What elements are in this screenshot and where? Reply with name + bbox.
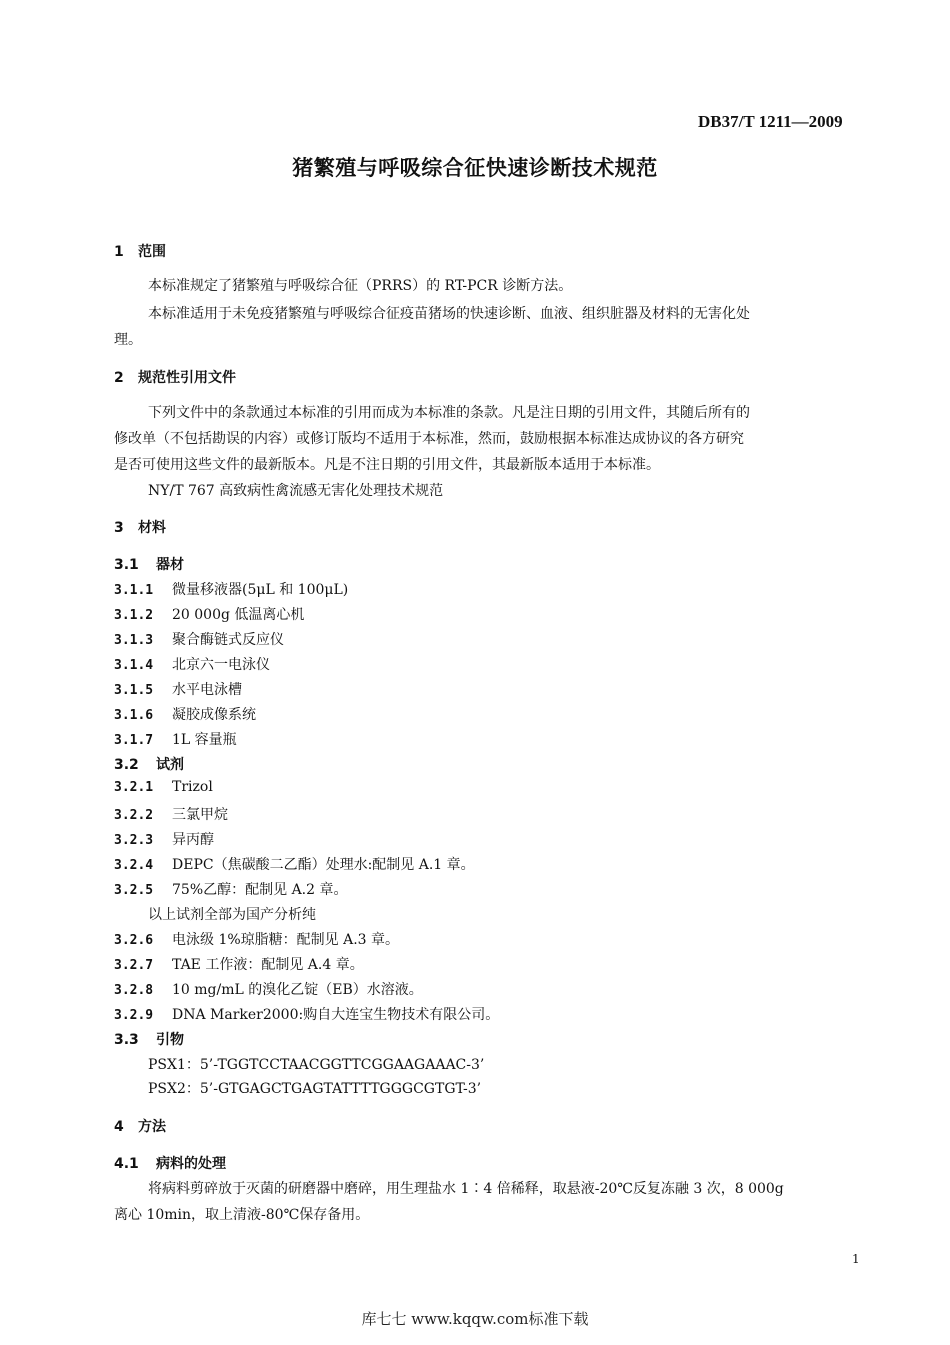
section-4-heading: [114, 1116, 166, 1136]
item-number: 3.2.3: [114, 833, 154, 848]
item-text: 20 000g 低温离心机: [172, 607, 305, 623]
item-text: 水平电泳槽: [172, 682, 242, 698]
item-number: 3.1.6: [114, 708, 154, 723]
item-number: 3.2.5: [114, 883, 154, 898]
list-item: [114, 679, 242, 699]
subsection-title: 病料的处理: [156, 1156, 226, 1172]
item-number: 3.1.1: [114, 583, 154, 598]
section-1-heading: [114, 241, 166, 261]
item-text: 凝胶成像系统: [172, 707, 256, 723]
page-number: 1: [852, 1252, 860, 1266]
item-text: DNA Marker2000:购自大连宝生物技术有限公司。: [172, 1007, 500, 1023]
item-number: 3.2.6: [114, 933, 154, 948]
item-text: 三氯甲烷: [172, 807, 228, 823]
paragraph-continuation: 是否可使用这些文件的最新版本。凡是不注日期的引用文件，其最新版本适用于本标准。: [114, 457, 660, 473]
list-item: [114, 779, 213, 795]
item-text: Trizol: [172, 779, 213, 795]
section-number: 4: [114, 1119, 124, 1135]
item-number: 3.1.5: [114, 683, 154, 698]
list-item: [114, 704, 256, 724]
subsection-number: 3.2: [114, 757, 139, 773]
download-footer: 库七七 www.kqqw.com标准下载: [361, 1310, 589, 1328]
subsection-3-1-heading: [114, 554, 184, 574]
list-item: [114, 829, 214, 849]
subsection-number: 3.3: [114, 1032, 139, 1048]
paragraph-continuation: 修改单（不包括勘误的内容）或修订版均不适用于本标准，然而，鼓励根据本标准达成协议的各方研究: [114, 431, 744, 447]
item-number: 3.2.2: [114, 808, 154, 823]
section-number: 2: [114, 370, 124, 386]
section-number: 3: [114, 520, 124, 536]
list-item: [114, 979, 423, 999]
list-item: [114, 879, 348, 899]
item-number: 3.1.2: [114, 608, 154, 623]
item-number: 3.2.1: [114, 780, 154, 795]
item-text: 聚合酶链式反应仪: [172, 632, 284, 648]
section-2-heading: [114, 367, 236, 387]
list-item: [114, 954, 364, 974]
standard-code: DB37/T 1211—2009: [698, 112, 843, 131]
paragraph: 下列文件中的条款通过本标准的引用而成为本标准的条款。凡是注日期的引用文件，其随后所有的: [148, 405, 750, 421]
subsection-title: 引物: [156, 1032, 184, 1048]
item-text: 北京六一电泳仪: [172, 657, 270, 673]
list-item: [114, 604, 304, 624]
item-text: 1L 容量瓶: [172, 732, 237, 748]
primer-psx2: PSX2：5’-GTGAGCTGAGTATTTTGGGCGTGT-3’: [148, 1081, 482, 1097]
subsection-number: 4.1: [114, 1156, 139, 1172]
item-number: 3.2.8: [114, 983, 154, 998]
item-text: TAE 工作液：配制见 A.4 章。: [172, 957, 364, 973]
item-text: 微量移液器(5μL 和 100μL): [172, 582, 349, 598]
item-number: 3.2.9: [114, 1008, 154, 1023]
item-number: 3.1.7: [114, 733, 154, 748]
section-title: 范围: [138, 244, 166, 260]
paragraph: 将病料剪碎放于灭菌的研磨器中磨碎，用生理盐水 1∶4 倍稀释，取悬液-20℃反复冻融 3 次，8 000g: [148, 1181, 784, 1197]
list-item: [114, 729, 237, 749]
subsection-3-2-heading: [114, 754, 184, 774]
item-number: 3.1.3: [114, 633, 154, 648]
item-text: 10 mg/mL 的溴化乙锭（EB）水溶液。: [172, 982, 423, 998]
section-title: 规范性引用文件: [138, 370, 236, 386]
list-item: [114, 854, 475, 874]
section-3-heading: [114, 517, 166, 537]
normative-reference: NY/T 767 高致病性禽流感无害化处理技术规范: [148, 483, 444, 499]
item-number: 3.2.4: [114, 858, 154, 873]
list-item: [114, 579, 348, 599]
section-title: 方法: [138, 1119, 166, 1135]
list-item: [114, 804, 228, 824]
section-number: 1: [114, 244, 124, 260]
paragraph: 本标准适用于未免疫猪繁殖与呼吸综合征疫苗猪场的快速诊断、血液、组织脏器及材料的无害化处: [148, 306, 750, 322]
document-title: 猪繁殖与呼吸综合征快速诊断技术规范: [292, 156, 658, 180]
item-text: 电泳级 1%琼脂糖：配制见 A.3 章。: [172, 932, 400, 948]
paragraph-continuation: 离心 10min，取上清液-80℃保存备用。: [114, 1207, 370, 1223]
list-item: [114, 929, 399, 949]
paragraph-continuation: 理。: [114, 332, 142, 348]
subsection-4-1-heading: [114, 1153, 226, 1173]
item-text: 异丙醇: [172, 832, 214, 848]
list-item: [114, 654, 270, 674]
paragraph: 本标准规定了猪繁殖与呼吸综合征（PRRS）的 RT-PCR 诊断方法。: [148, 278, 573, 294]
item-number: 3.1.4: [114, 658, 154, 673]
subsection-title: 器材: [156, 557, 184, 573]
primer-psx1: PSX1：5’-TGGTCCTAACGGTTCGGAAGAAAC-3’: [148, 1057, 485, 1073]
item-text: 75%乙醇：配制见 A.2 章。: [172, 882, 348, 898]
subsection-number: 3.1: [114, 557, 139, 573]
item-number: 3.2.7: [114, 958, 154, 973]
subsection-3-3-heading: [114, 1029, 184, 1049]
list-item: [114, 1004, 499, 1024]
section-title: 材料: [138, 520, 166, 536]
item-text: DEPC（焦碳酸二乙酯）处理水:配制见 A.1 章。: [172, 857, 475, 873]
list-item: [114, 629, 284, 649]
subsection-title: 试剂: [156, 757, 184, 773]
reagent-note: 以上试剂全部为国产分析纯: [148, 907, 316, 923]
